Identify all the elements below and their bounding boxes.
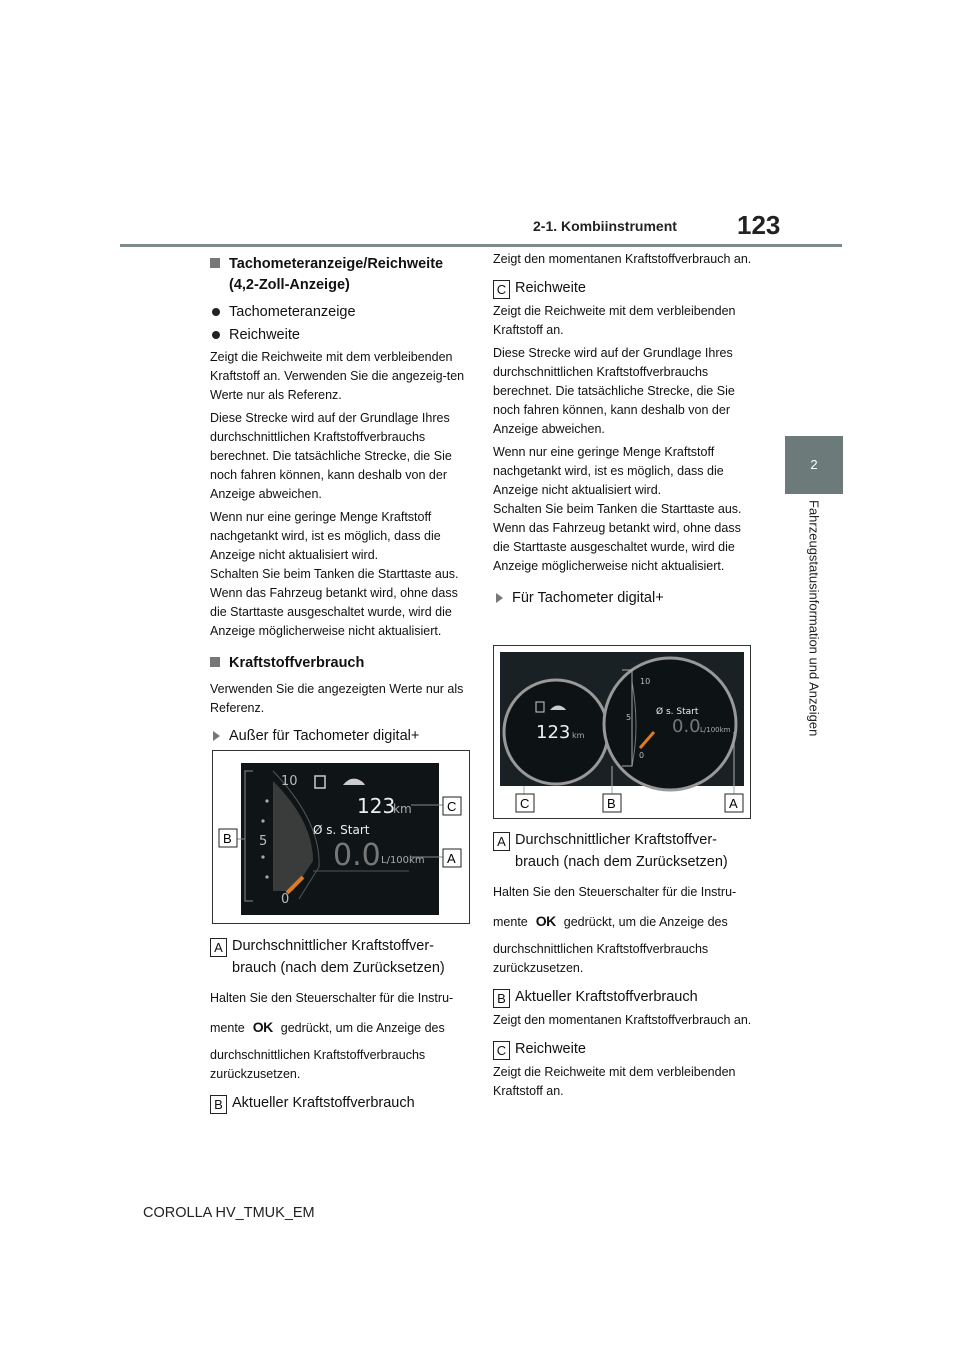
subheading-digital-plus: Für Tachometer digital+: [493, 588, 755, 608]
paragraph: Zeigt den momentanen Kraftstoffverbrauch an.: [493, 252, 752, 266]
chapter-tab: 2: [785, 436, 843, 494]
label-b-item: B Aktueller Kraftstoffverbrauch: [210, 1092, 472, 1114]
paragraph: durchschnittlichen Kraftstoffverbrauchs zurückzusetzen.: [210, 1048, 426, 1081]
bullet-range: Reichweite: [210, 325, 472, 345]
paragraph: Diese Strecke wird auf der Grundlage Ihres durchschnittlichen Kraftstoffverbrauchs berechnet. Die tatsächliche Strecke, die Sie noch fahren können, kann deshalb von der Anzeige abweichen.: [210, 411, 452, 501]
svg-text:5: 5: [259, 834, 268, 849]
svg-text:B: B: [223, 831, 232, 846]
subheading-non-digital: Außer für Tachometer digital+: [210, 726, 472, 746]
svg-text:Ø s. Start: Ø s. Start: [313, 823, 370, 837]
right-column: [493, 250, 755, 614]
svg-text:C: C: [447, 799, 457, 814]
heading-fuel-consumption: Kraftstoffverbrauch: [210, 653, 472, 674]
svg-text:0: 0: [639, 751, 645, 760]
section-title: 2-1. Kombiinstrument: [533, 218, 677, 234]
label-b-item-digital: B Aktueller Kraftstoffverbrauch: [493, 986, 755, 1008]
header-rule: [120, 244, 842, 247]
paragraph: Verwenden Sie die angezeigten Werte nur als Referenz.: [210, 682, 464, 715]
paragraph: Zeigt die Reichweite mit dem verbleibenden Kraftstoff an. Verwenden Sie die angezeig-ten Werte nur als Referenz.: [210, 350, 465, 402]
paragraph: Diese Strecke wird auf der Grundlage Ihres durchschnittlichen Kraftstoffverbrauchs berechnet. Die tatsächliche Strecke, die Sie noch fahren können, kann deshalb von der Anzeige abweichen.: [493, 346, 735, 436]
cluster-illustration: [213, 751, 469, 923]
svg-text:10: 10: [281, 774, 298, 789]
left-column: [210, 250, 472, 752]
paragraph: Zeigt den momentanen Kraftstoffverbrauch an.: [493, 1013, 752, 1027]
paragraph: mente OK gedrückt, um die Anzeige des: [210, 1019, 445, 1035]
svg-text:0.0: 0.0: [333, 838, 381, 873]
page-number: 123: [737, 210, 781, 240]
paragraph: durchschnittlichen Kraftstoffverbrauchs zurückzusetzen.: [493, 942, 709, 975]
left-column-lower: [210, 930, 472, 1117]
svg-text:123: 123: [536, 722, 571, 743]
svg-text:Ø s. Start: Ø s. Start: [656, 707, 699, 717]
svg-text:B: B: [607, 796, 616, 811]
svg-text:0.0: 0.0: [672, 716, 701, 737]
svg-text:A: A: [447, 851, 456, 866]
label-c-item-digital: C Reichweite: [493, 1038, 755, 1060]
chapter-side-label: Fahrzeugstatusinformation und Anzeigen: [806, 500, 822, 737]
ok-button-icon: OK: [252, 1019, 273, 1035]
heading-tachometer: Tachometeranzeige/Reichweite (4,2-Zoll-Anzeige): [210, 254, 472, 296]
paragraph: Zeigt die Reichweite mit dem verbleibenden Kraftstoff an.: [493, 304, 736, 337]
svg-text:0: 0: [281, 892, 290, 907]
paragraph: Schalten Sie beim Tanken die Starttaste aus. Wenn das Fahrzeug betankt wird, ohne dass die Starttaste ausgeschaltet wurde, wird die Anzeige möglicherweise nicht aktualisiert.: [493, 502, 742, 573]
svg-text:L/100km: L/100km: [381, 855, 425, 866]
svg-text:123: 123: [357, 794, 396, 818]
svg-text:10: 10: [640, 677, 651, 686]
paragraph: Schalten Sie beim Tanken die Starttaste aus. Wenn das Fahrzeug betankt wird, ohne dass die Starttaste ausgeschaltet wurde, wird die Anzeige möglicherweise nicht aktualisiert.: [210, 567, 459, 638]
paragraph: Wenn nur eine geringe Menge Kraftstoff nachgetankt wird, ist es möglich, dass die Anzeige nicht aktualisiert wird.: [210, 510, 441, 562]
paragraph: mente OK gedrückt, um die Anzeige des: [493, 913, 728, 929]
svg-text:km: km: [393, 802, 412, 816]
paragraph: Wenn nur eine geringe Menge Kraftstoff nachgetankt wird, ist es möglich, dass die Anzeige nicht aktualisiert wird.: [493, 445, 724, 497]
digital-cluster-illustration: [494, 646, 750, 818]
footer-model-code: COROLLA HV_TMUK_EM: [143, 1205, 315, 1221]
svg-text:C: C: [520, 796, 530, 811]
svg-text:A: A: [729, 796, 738, 811]
paragraph: Halten Sie den Steuerschalter für die Instru-: [210, 991, 454, 1005]
label-c-item: C Reichweite: [493, 277, 755, 299]
bullet-tachometer: Tachometeranzeige: [210, 302, 472, 322]
figure-cluster-42: [212, 750, 470, 924]
ok-button-icon: OK: [535, 913, 556, 929]
right-column-lower: [493, 824, 755, 1105]
svg-text:L/100km: L/100km: [700, 726, 731, 734]
svg-text:km: km: [572, 731, 585, 740]
paragraph: Halten Sie den Steuerschalter für die Instru-: [493, 885, 737, 899]
paragraph: Zeigt die Reichweite mit dem verbleibenden Kraftstoff an.: [493, 1065, 736, 1098]
figure-cluster-digital-plus: [493, 645, 751, 819]
label-a-item: A Durchschnittlicher Kraftstoffver-brauch (nach dem Zurücksetzen): [210, 935, 472, 979]
svg-text:5: 5: [626, 713, 632, 722]
label-a-item-digital: A Durchschnittlicher Kraftstoffver-brauch (nach dem Zurücksetzen): [493, 829, 755, 873]
